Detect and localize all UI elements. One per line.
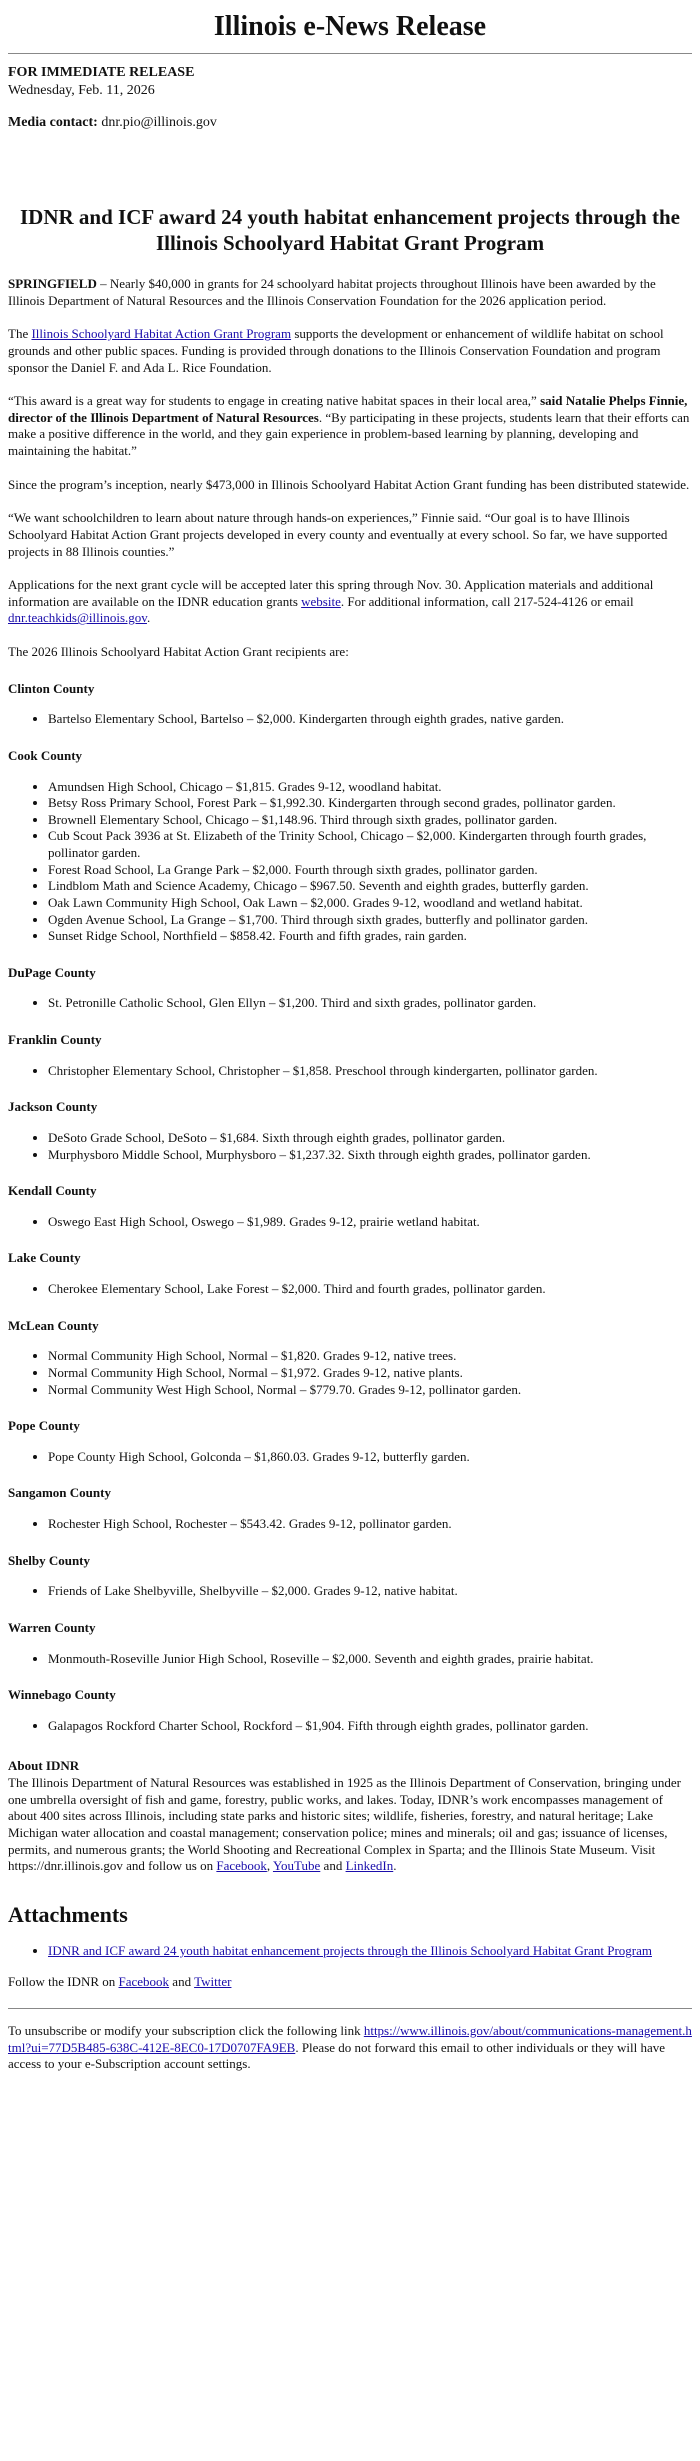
dateline: SPRINGFIELD [8, 276, 97, 292]
release-label: FOR IMMEDIATE RELEASE [8, 64, 195, 80]
media-contact [8, 114, 692, 132]
email-link[interactable]: dnr.teachkids@illinois.gov [8, 610, 147, 626]
county-heading: Clinton County [8, 680, 95, 696]
follow-line [8, 1974, 692, 1991]
recipient-item: • DeSoto Grade School, DeSoto – $1,684. Sixth through eighth grades, pollinator garden. [48, 1130, 692, 1147]
top-divider [8, 53, 692, 54]
recipient-item: • Murphysboro Middle School, Murphysboro – $1,237.32. Sixth through eighth grades, pollinator garden. [48, 1147, 692, 1164]
follow-twitter-link[interactable]: Twitter [194, 1973, 232, 1989]
about-sep-2: and [320, 1858, 346, 1874]
follow-text: Follow the IDNR on [8, 1973, 119, 1989]
attachment-item [48, 1943, 692, 1960]
headline: IDNR and ICF award 24 youth habitat enhancement projects through the Illinois Schoolyard Habitat Grant Program [20, 204, 680, 255]
recipient-list [8, 1583, 692, 1600]
recipient-list [8, 1281, 692, 1298]
recipient-item: • Lindblom Math and Science Academy, Chicago – $967.50. Seventh and eighth grades, butterfly garden. [48, 878, 692, 895]
paragraph-intro [8, 276, 692, 309]
county-list [8, 681, 692, 1735]
recipient-item: • Forest Road School, La Grange Park – $2,000. Fourth through sixth grades, pollinator garden. [48, 862, 692, 879]
county-heading: Pope County [8, 1418, 80, 1434]
about-title: About IDNR [8, 1758, 80, 1774]
county-heading: Sangamon County [8, 1485, 111, 1501]
recipient-item: • St. Petronille Catholic School, Glen Ellyn – $1,200. Third and sixth grades, pollinator garden. [48, 995, 692, 1012]
county-heading: Lake County [8, 1250, 81, 1266]
county-heading: Shelby County [8, 1552, 90, 1568]
media-contact-email: dnr.pio@illinois.gov [101, 114, 217, 130]
attachments-title: Attachments [8, 1901, 128, 1927]
recipient-item: • Brownell Elementary School, Chicago – $1,148.96. Third through sixth grades, pollinator garden. [48, 812, 692, 829]
recipient-item: • Sunset Ridge School, Northfield – $858.42. Fourth and fifth grades, rain garden. [48, 928, 692, 945]
county-heading: Cook County [8, 747, 83, 763]
release-date: Wednesday, Feb. 11, 2026 [8, 82, 155, 98]
county-heading: Franklin County [8, 1032, 102, 1048]
about-youtube-link[interactable]: YouTube [272, 1858, 321, 1874]
recipient-item: • Cherokee Elementary School, Lake Forest – $2,000. Third and fourth grades, pollinator garden. [48, 1281, 692, 1298]
about-text: The Illinois Department of Natural Resources was established in 1925 as the Illinois Department of Conservation, bringing under one umbrella oversight of fish and game, forestry, public works, and lakes. Today, IDNR’s work encompasses management of about 400 sites across Illinois, including state parks and historic sites; wildlife, fisheries, forestry, and natural heritage; Lake Michigan water allocation and coastal management; conservation police; mines and minerals; oil and gas; issuance of licenses, permits, and numerous grants; the World Shooting and Recreational Complex in Sparta; and the Illinois State Museum. Visit https://dnr.illinois.gov and follow us on [8, 1775, 681, 1874]
program-text-post: supports the development or enhancement of wildlife habitat on school grounds and other public spaces. Funding is provided through donations to the Illinois Conservation Foundation and program sponsor the Daniel F. and Ada L. Rice Foundation. [8, 326, 664, 375]
follow-facebook-link[interactable]: Facebook [118, 1973, 170, 1989]
recipient-item: • Pope County High School, Golconda – $1,860.03. Grades 9-12, butterfly garden. [48, 1449, 692, 1466]
paragraph-program [8, 326, 692, 376]
recipient-item: • Bartelso Elementary School, Bartelso – $2,000. Kindergarten through eighth grades, native garden. [48, 711, 692, 728]
recipient-list [8, 1516, 692, 1533]
paragraph-applications [8, 577, 692, 627]
attachments-list [8, 1943, 692, 1960]
county-heading: Winnebago County [8, 1687, 116, 1703]
recipient-list [8, 1449, 692, 1466]
program-link[interactable]: Illinois Schoolyard Habitat Action Grant Program [31, 326, 292, 342]
county-heading: DuPage County [8, 964, 96, 980]
about-end: . [393, 1858, 397, 1874]
recipient-item: • Amundsen High School, Chicago – $1,815. Grades 9-12, woodland habitat. [48, 779, 692, 796]
about-facebook-link[interactable]: Facebook [216, 1858, 267, 1874]
footer-text: To unsubscribe or modify your subscription click the following link [8, 2023, 364, 2039]
applications-text-mid: . For additional information, call 217-524-4126 or email [340, 593, 634, 609]
county-heading: McLean County [8, 1317, 99, 1333]
website-link[interactable]: website [301, 593, 341, 609]
recipient-list [8, 711, 692, 728]
county-heading: Kendall County [8, 1183, 97, 1199]
about-sep-1: , [266, 1858, 273, 1874]
footer [8, 2023, 692, 2073]
quote-text: “This award is a great way for students to engage in creating native habitat spaces in their local area,” [8, 393, 541, 409]
applications-text: Applications for the next grant cycle will be accepted later this spring through Nov. 30. Application materials and additional information are available on the IDNR education grants [8, 577, 654, 609]
recipient-item: • Betsy Ross Primary School, Forest Park – $1,992.30. Kindergarten through second grades, pollinator garden. [48, 795, 692, 812]
quote-text-post: . “By participating in these projects, students learn that their efforts can make a positive difference in the world, and they gain experience in problem-based learning by planning, developing and maintaining the habitat.” [8, 409, 690, 459]
paragraph-finnie: “We want schoolchildren to learn about nature through hands-on experiences,” Finnie said. “Our goal is to have Illinois Schoolyard Habitat Action Grant projects developed in every county and eventually at every school. So far, we have supported projects in 88 Illinois counties.” [8, 510, 668, 559]
recipient-item: • Normal Community West High School, Normal – $779.70. Grades 9-12, pollinator garden. [48, 1382, 692, 1399]
county-heading: Jackson County [8, 1099, 98, 1115]
county-heading: Warren County [8, 1619, 96, 1635]
recipient-item: • Oswego East High School, Oswego – $1,989. Grades 9-12, prairie wetland habitat. [48, 1214, 692, 1231]
recipient-item: • Normal Community High School, Normal – $1,972. Grades 9-12, native plants. [48, 1365, 692, 1382]
footer-text-post: . Please do not forward this email to other individuals or they will have access to your e-Subscription account settings. [8, 2039, 666, 2072]
intro-text: – Nearly $40,000 in grants for 24 schoolyard habitat projects throughout Illinois have been awarded by the Illinois Department of Natural Resources and the Illinois Conservation Foundation for the 2026 application period. [8, 276, 656, 308]
footer-divider [8, 2008, 692, 2009]
about-paragraph [8, 1775, 692, 1875]
paragraph-recipients: The 2026 Illinois Schoolyard Habitat Action Grant recipients are: [8, 644, 349, 660]
recipient-item: • Friends of Lake Shelbyville, Shelbyville – $2,000. Grades 9-12, native habitat. [48, 1583, 692, 1600]
release-info [8, 64, 692, 100]
recipient-item: • Ogden Avenue School, La Grange – $1,700. Third through sixth grades, butterfly and pollinator garden. [48, 912, 692, 929]
paragraph-quote [8, 393, 692, 460]
about-linkedin-link[interactable]: LinkedIn [345, 1858, 394, 1874]
recipient-list [8, 1063, 692, 1080]
paragraph-inception: Since the program’s inception, nearly $473,000 in Illinois Schoolyard Habitat Action Grant funding has been distributed statewide. [8, 476, 690, 492]
recipient-list [8, 1651, 692, 1668]
recipient-list [8, 995, 692, 1012]
recipient-item: • Cub Scout Pack 3936 at St. Elizabeth of the Trinity School, Chicago – $2,000. Kindergarten through fourth grades, pollinator garden. [48, 828, 692, 861]
unsubscribe-link[interactable]: https://www.illinois.gov/about/communications-management.html?ui=77D5B485-638C-412E-8EC0-17D0707FA9EB [8, 2023, 692, 2055]
recipient-item: • Galapagos Rockford Charter School, Rockford – $1,904. Fifth through eighth grades, pollinator garden. [48, 1718, 692, 1735]
recipient-list [8, 779, 692, 945]
site-title: Illinois e-News Release [213, 11, 487, 42]
recipient-item: • Rochester High School, Rochester – $543.42. Grades 9-12, pollinator garden. [48, 1516, 692, 1533]
recipient-item: • Oak Lawn Community High School, Oak Lawn – $2,000. Grades 9-12, woodland and wetland habitat. [48, 895, 692, 912]
media-contact-label: Media contact: [8, 114, 98, 130]
recipient-list [8, 1718, 692, 1735]
recipient-list [8, 1214, 692, 1231]
program-text-pre: The [8, 326, 32, 342]
quote-attribution: said Natalie Phelps Finnie, director of the Illinois Department of Natural Resources [8, 393, 688, 425]
follow-and: and [169, 1973, 195, 1989]
recipient-list [8, 1130, 692, 1163]
recipient-item: • Normal Community High School, Normal – $1,820. Grades 9-12, native trees. [48, 1348, 692, 1365]
recipient-item: • Monmouth-Roseville Junior High School, Roseville – $2,000. Seventh and eighth grades, prairie habitat. [48, 1651, 692, 1668]
recipient-item: • Christopher Elementary School, Christopher – $1,858. Preschool through kindergarten, pollinator garden. [48, 1063, 692, 1080]
recipient-list [8, 1348, 692, 1398]
attachment-link[interactable]: IDNR and ICF award 24 youth habitat enhancement projects through the Illinois Schoolyard Habitat Grant Program [48, 1942, 652, 1958]
applications-text-end: . [146, 610, 151, 626]
